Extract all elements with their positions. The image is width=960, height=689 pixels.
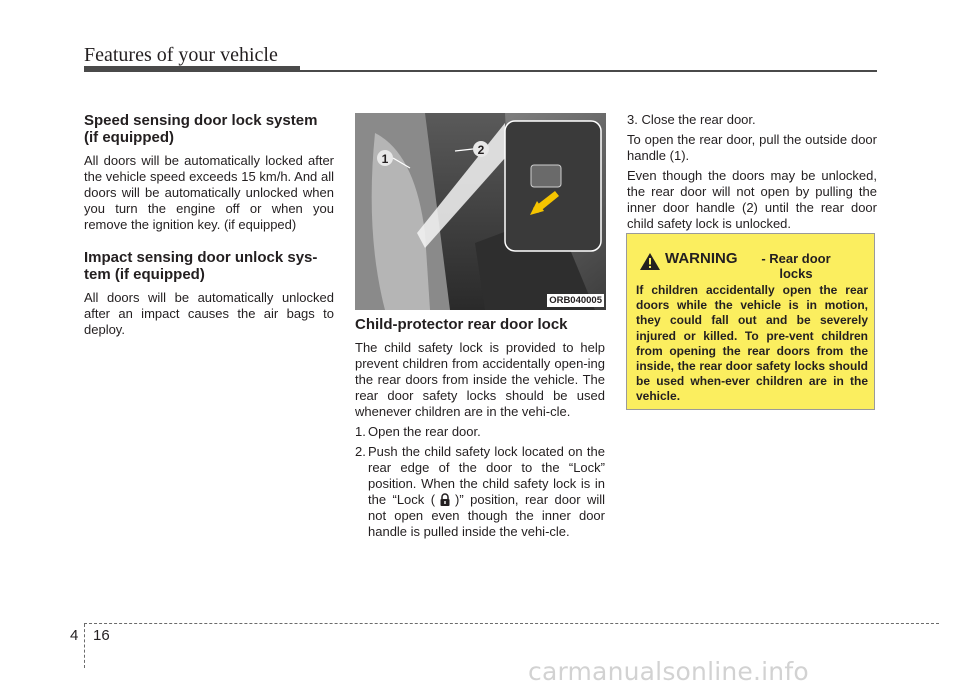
rear-door-illustration bbox=[355, 113, 606, 310]
child-lock-figure bbox=[355, 113, 606, 310]
column-middle bbox=[355, 113, 605, 544]
unlock-note-text: Even though the doors may be unlocked, the rear door will not open by pulling the inner door handle (2) until the rear door child safety lock is unlocked. bbox=[627, 168, 877, 231]
padlock-icon bbox=[438, 493, 452, 507]
child-protector-intro: The child safety lock is provided to help prevent children from accidentally open-ing the rear doors from inside the vehicle. The rear door safety locks should be used whenever children are in the vehi-cle. bbox=[355, 340, 605, 419]
callout-1: 1 bbox=[381, 152, 389, 166]
child-protector-heading: Child-protector rear door lock bbox=[355, 316, 568, 333]
page-number: 16 bbox=[93, 627, 110, 644]
page-section-number: 4 bbox=[70, 627, 79, 644]
column-left bbox=[84, 112, 334, 342]
impact-sensing-body: All doors will be automatically unlocked after an impact causes the air bags to deploy. bbox=[84, 290, 334, 337]
footer-rule bbox=[84, 623, 939, 624]
column-right bbox=[627, 112, 877, 236]
step-1: 1. Open the rear door. bbox=[355, 424, 481, 439]
warning-subtitle: - Rear door locks bbox=[761, 251, 831, 281]
speed-sensing-body: All doors will be automatically locked after the vehicle speed exceeds 15 km/h. And all doors will be automatically unlocked when you turn the engine off or when you remove the ignition key. (if equipped) bbox=[84, 153, 334, 232]
callout-2: 2 bbox=[477, 143, 485, 157]
warning-body: If children accidentally open the rear doors while the vehicle is in motion, they could fall out and be severely injured or killed. To pre-vent children from opening the rear doors from the inside, the rear door safety locks should be used when-ever children are in the vehicle. bbox=[636, 283, 868, 404]
impact-sensing-heading: Impact sensing door unlock sys-tem (if equipped) bbox=[84, 249, 318, 283]
header-rule-thick bbox=[84, 66, 300, 72]
step-2: 2. Push the child safety lock located on the rear edge of the door to the “Lock” position. When the child safety lock is in the “Lock ( )” position, rear door will not open even though the inner door handle is pulled inside the vehi-cle. bbox=[355, 444, 606, 539]
step-3-text: 3. Close the rear door. bbox=[627, 112, 756, 127]
header-rule-thin bbox=[300, 70, 877, 72]
open-door-text: To open the rear door, pull the outside door handle (1). bbox=[627, 132, 877, 163]
watermark: carmanualsonline.info bbox=[528, 657, 809, 686]
warning-box bbox=[626, 233, 875, 410]
page-header-title: Features of your vehicle bbox=[84, 44, 278, 66]
warning-title: WARNING bbox=[665, 250, 738, 267]
warning-triangle-icon bbox=[640, 253, 660, 270]
speed-sensing-heading: Speed sensing door lock system (if equipped) bbox=[84, 112, 318, 146]
figure-code: ORB040005 bbox=[549, 295, 602, 306]
footer-divider bbox=[84, 624, 85, 668]
